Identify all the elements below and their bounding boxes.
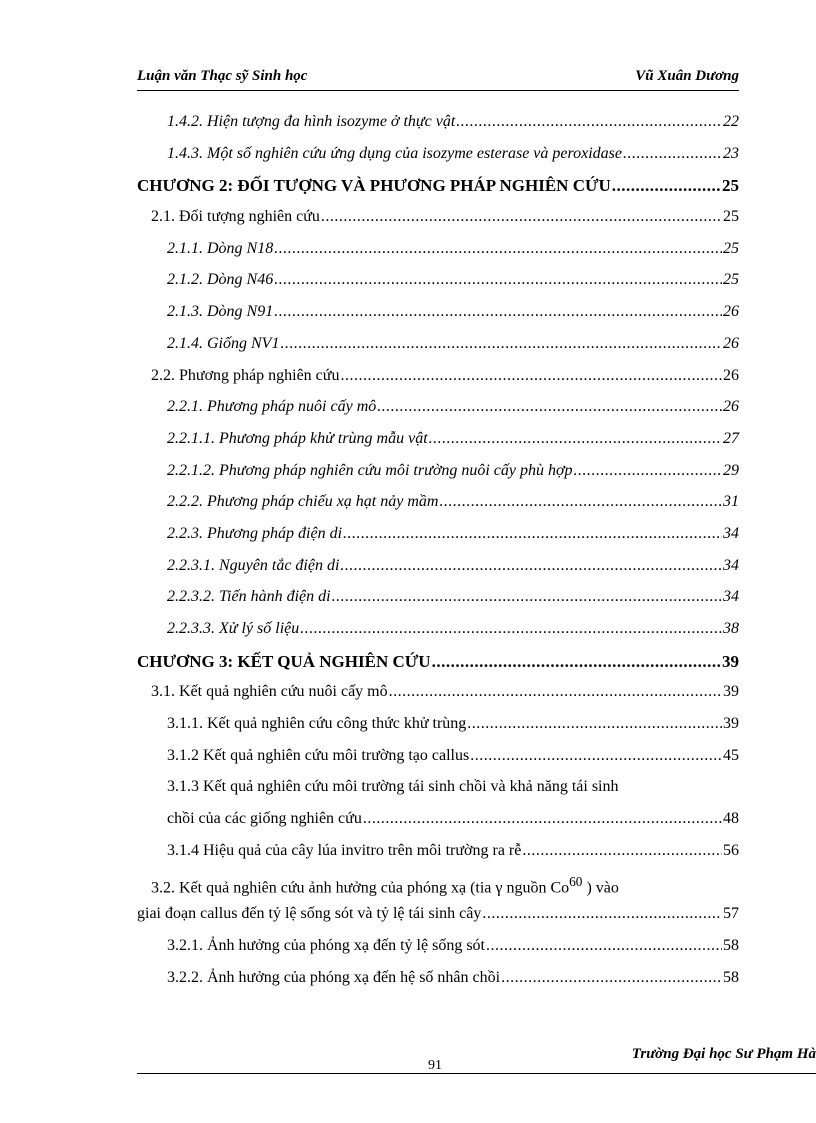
toc-entry: [137, 113, 739, 145]
dot-leader: [432, 652, 721, 672]
dot-leader: [274, 271, 722, 289]
toc-page-number: 23: [723, 144, 739, 162]
toc-entry-text: CHƯƠNG 2: ĐỐI TƯỢNG VÀ PHƯƠNG PHÁP NGHIÊN CỨU: [137, 176, 611, 196]
toc-entry-text: 3.2.1. Ảnh hưởng của phóng xạ đến tỷ lệ sống sót: [167, 936, 485, 954]
toc-entry: [137, 937, 739, 969]
dot-leader: [274, 303, 722, 321]
dot-leader: [340, 557, 722, 575]
toc-chapter-entry: [137, 176, 739, 208]
header-rule: [137, 90, 739, 91]
toc-entry-text: 2.1.2. Dòng N46: [167, 271, 274, 289]
dot-leader: [574, 462, 722, 480]
toc-entry-text: 2.2.3. Phương pháp điện di: [167, 524, 343, 542]
toc-entry-text: 3.1. Kết quả nghiên cứu nuôi cấy mô: [151, 683, 388, 701]
dot-leader: [321, 208, 722, 226]
toc-entry: [137, 683, 739, 715]
footer-page-number: 91: [428, 1058, 442, 1073]
toc-page-number: 34: [723, 556, 739, 574]
toc-entry-text: 2.2.3.2. Tiến hành điện di: [167, 588, 331, 606]
toc-page-number: 56: [723, 841, 739, 859]
footer-rule: [137, 1073, 816, 1074]
toc-page-number: 45: [723, 746, 739, 764]
toc-entry: [137, 303, 739, 335]
toc-page-number: 26: [723, 303, 739, 321]
dot-leader: [389, 683, 722, 701]
toc-page-number: 31: [723, 493, 739, 511]
toc-entry-text: 2.2.3.1. Nguyên tắc điện di: [167, 556, 340, 574]
dot-leader: [377, 398, 722, 416]
dot-leader: [363, 810, 722, 828]
toc-entry-text: 1.4.3. Một số nghiên cứu ứng dụng của isozyme esterase và peroxidase: [167, 144, 622, 162]
toc-entry-text: 2.1.3. Dòng N91: [167, 303, 274, 321]
toc-page-number: 48: [723, 810, 739, 828]
table-of-contents: [137, 113, 739, 1000]
toc-entry-text: 2.2.1. Phương pháp nuôi cấy mô: [167, 398, 377, 416]
toc-entry: [137, 969, 739, 1001]
toc-entry-text: 2.2.3.3. Xử lý số liệu: [167, 620, 300, 637]
toc-entry: [137, 842, 739, 874]
toc-entry: [137, 588, 739, 620]
toc-page-number: 26: [723, 366, 739, 384]
toc-page-number: 26: [723, 334, 739, 352]
dot-leader: [623, 145, 722, 163]
toc-entry: [137, 747, 739, 779]
header-thesis-title: Luận văn Thạc sỹ Sinh học: [137, 68, 308, 84]
toc-entry: [137, 208, 739, 240]
dot-leader: [300, 620, 722, 638]
toc-entry-text: 2.1.1. Dòng N18: [167, 239, 274, 257]
toc-entry: [137, 557, 739, 589]
toc-page-number: 57: [723, 905, 739, 923]
page-header: [137, 68, 739, 85]
toc-entry-text: 3.1.3 Kết quả nghiên cứu môi trường tái sinh chồi và khả năng tái sinh: [167, 778, 619, 796]
toc-entry: [137, 525, 739, 557]
dot-leader: [274, 240, 722, 258]
toc-page-number: 22: [723, 113, 739, 130]
toc-page-number: 25: [723, 239, 739, 257]
header-author: Vũ Xuân Dương: [635, 68, 739, 84]
toc-entry: [137, 398, 739, 430]
toc-page-number: 25: [723, 208, 739, 226]
dot-leader: [439, 493, 722, 511]
toc-entry: [137, 620, 739, 652]
toc-entry: [137, 430, 739, 462]
dot-leader: [343, 525, 722, 543]
toc-page-number: 26: [723, 398, 739, 416]
toc-entry-text: giai đoạn callus đến tỷ lệ sống sót và tỷ lệ tái sinh cây: [137, 905, 482, 923]
toc-entry-text: chồi của các giống nghiên cứu: [167, 810, 362, 828]
toc-page-number: 39: [722, 651, 739, 671]
toc-entry: [137, 240, 739, 272]
toc-entry: [137, 905, 739, 937]
toc-entry-text: 1.4.2. Hiện tượng đa hình isozyme ở thực vật: [167, 113, 456, 130]
dot-leader: [612, 176, 721, 196]
footer-school-name: Trường Đại học Sư Phạm Hà: [631, 1046, 816, 1062]
toc-page-number: 39: [723, 683, 739, 701]
dot-leader: [522, 842, 722, 860]
toc-entry: [137, 715, 739, 747]
dot-leader: [429, 430, 722, 448]
dot-leader: [467, 715, 722, 733]
toc-entry-text: 3.1.2 Kết quả nghiên cứu môi trường tạo callus: [167, 746, 470, 764]
toc-page-number: 27: [723, 429, 739, 447]
toc-entry: [137, 145, 739, 177]
toc-entry-text: CHƯƠNG 3: KẾT QUẢ NGHIÊN CỨU: [137, 651, 431, 671]
toc-entry-text: 2.2.1.2. Phương pháp nghiên cứu môi trường nuôi cấy phù hợp: [167, 461, 573, 479]
toc-page-number: 34: [723, 524, 739, 542]
toc-page-number: 39: [723, 715, 739, 733]
toc-page-number: 25: [723, 271, 739, 289]
toc-page-number: 29: [723, 461, 739, 479]
toc-entry-text: 2.1. Đối tượng nghiên cứu: [151, 208, 320, 226]
toc-entry: [137, 462, 739, 494]
toc-entry-text: 2.2.1.1. Phương pháp khử trùng mẫu vật: [167, 429, 428, 447]
toc-entry-text: 2.1.4. Giống NV1: [167, 334, 280, 352]
toc-entry: [137, 335, 739, 367]
dot-leader: [482, 905, 722, 923]
toc-entry-text: 3.2. Kết quả nghiên cứu ảnh hưởng của phóng xạ (tia γ nguồn Co$^{60}$ ) vào: [151, 873, 619, 896]
superscript: 60: [569, 873, 583, 889]
toc-entry: [137, 493, 739, 525]
dot-leader: [486, 937, 722, 955]
toc-entry: [137, 367, 739, 399]
dot-leader: [470, 747, 722, 765]
toc-page-number: 58: [723, 968, 739, 986]
dot-leader: [456, 113, 722, 131]
toc-page-number: 25: [722, 176, 739, 196]
toc-entry-line1: [137, 778, 739, 810]
toc-entry-text: 3.1.4 Hiệu quả của cây lúa invitro trên môi trường ra rễ: [167, 841, 522, 859]
toc-page-number: 38: [723, 620, 739, 637]
dot-leader: [280, 335, 722, 353]
toc-entry-text: 2.2.2. Phương pháp chiếu xạ hạt nảy mầm: [167, 493, 439, 511]
toc-entry-text: 2.2. Phương pháp nghiên cứu: [151, 366, 340, 384]
toc-page-number: 34: [723, 588, 739, 606]
toc-entry-line1: [137, 874, 739, 906]
toc-entry-text: 3.1.1. Kết quả nghiên cứu công thức khử trùng: [167, 715, 467, 733]
toc-chapter-entry: [137, 652, 739, 684]
toc-entry: [137, 271, 739, 303]
dot-leader: [501, 969, 722, 987]
dot-leader: [332, 588, 722, 606]
dot-leader: [340, 367, 722, 385]
toc-page-number: 58: [723, 936, 739, 954]
toc-entry-text: 3.2.2. Ảnh hưởng của phóng xạ đến hệ số nhân chồi: [167, 968, 501, 986]
toc-entry: [137, 810, 739, 842]
